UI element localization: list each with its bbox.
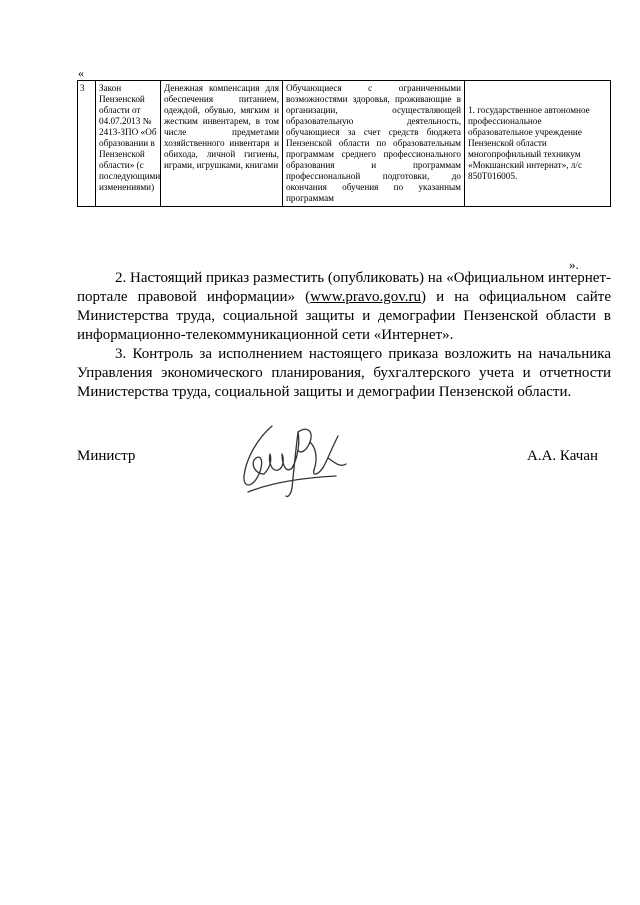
institution-cell: 1. государственное автономное профессиональное образовательное учреждение Пензенской области многопрофильный техникум «Мокшанский интернат», л/с 850Т016005. bbox=[465, 81, 611, 207]
closing-quote: ». bbox=[569, 257, 579, 272]
paragraph-2 bbox=[77, 269, 611, 345]
table-row bbox=[78, 81, 611, 207]
paragraph-2-text-start: 2. Настоящий приказ разместить (опубликовать) на «Официальном интернет-портале правовой информации» ( bbox=[77, 270, 611, 305]
handwritten-signature bbox=[228, 418, 358, 500]
opening-quote: « bbox=[78, 66, 84, 80]
paragraph-2-text-end: ) и на официальном сайте Министерства труда, социальной защиты и демографии Пензенской области в информационно-телекоммуникационной сети «Интернет». bbox=[77, 289, 611, 343]
row-number-cell: 3 bbox=[78, 81, 96, 207]
signatory-name: А.А. Качан bbox=[527, 448, 599, 464]
signatory-title: Министр bbox=[77, 448, 136, 464]
recipients-cell: Обучающиеся с ограниченными возможностями здоровья, проживающие в организации, осуществляющей образовательную деятельность, обучающиеся за счет средств бюджета Пензенской области по образовательным программам среднего профессионального образования и программам профессиональной подготовки, до окончания обучения по указанным программам bbox=[283, 81, 465, 207]
law-cell: Закон Пензенской области от 04.07.2013 № 2413-ЗПО «Об образовании в Пензенской области» (с последующими изменениями) bbox=[96, 81, 161, 207]
measures-table bbox=[77, 80, 611, 207]
compensation-cell: Денежная компенсация для обеспечения питанием, одеждой, обувью, мягким и жестким инвентарем, в том числе предметами хозяйственного инвентаря и обихода, личной гигиены, играми, игрушками, книгами bbox=[161, 81, 283, 207]
pravo-link[interactable]: www.pravo.gov.ru bbox=[310, 289, 422, 305]
paragraph-3: 3. Контроль за исполнением настоящего приказа возложить на начальника Управления экономического планирования, бухгалтерского учета и отчетности Министерства труда, социальной защиты и демографии Пензенской области. bbox=[77, 346, 611, 400]
